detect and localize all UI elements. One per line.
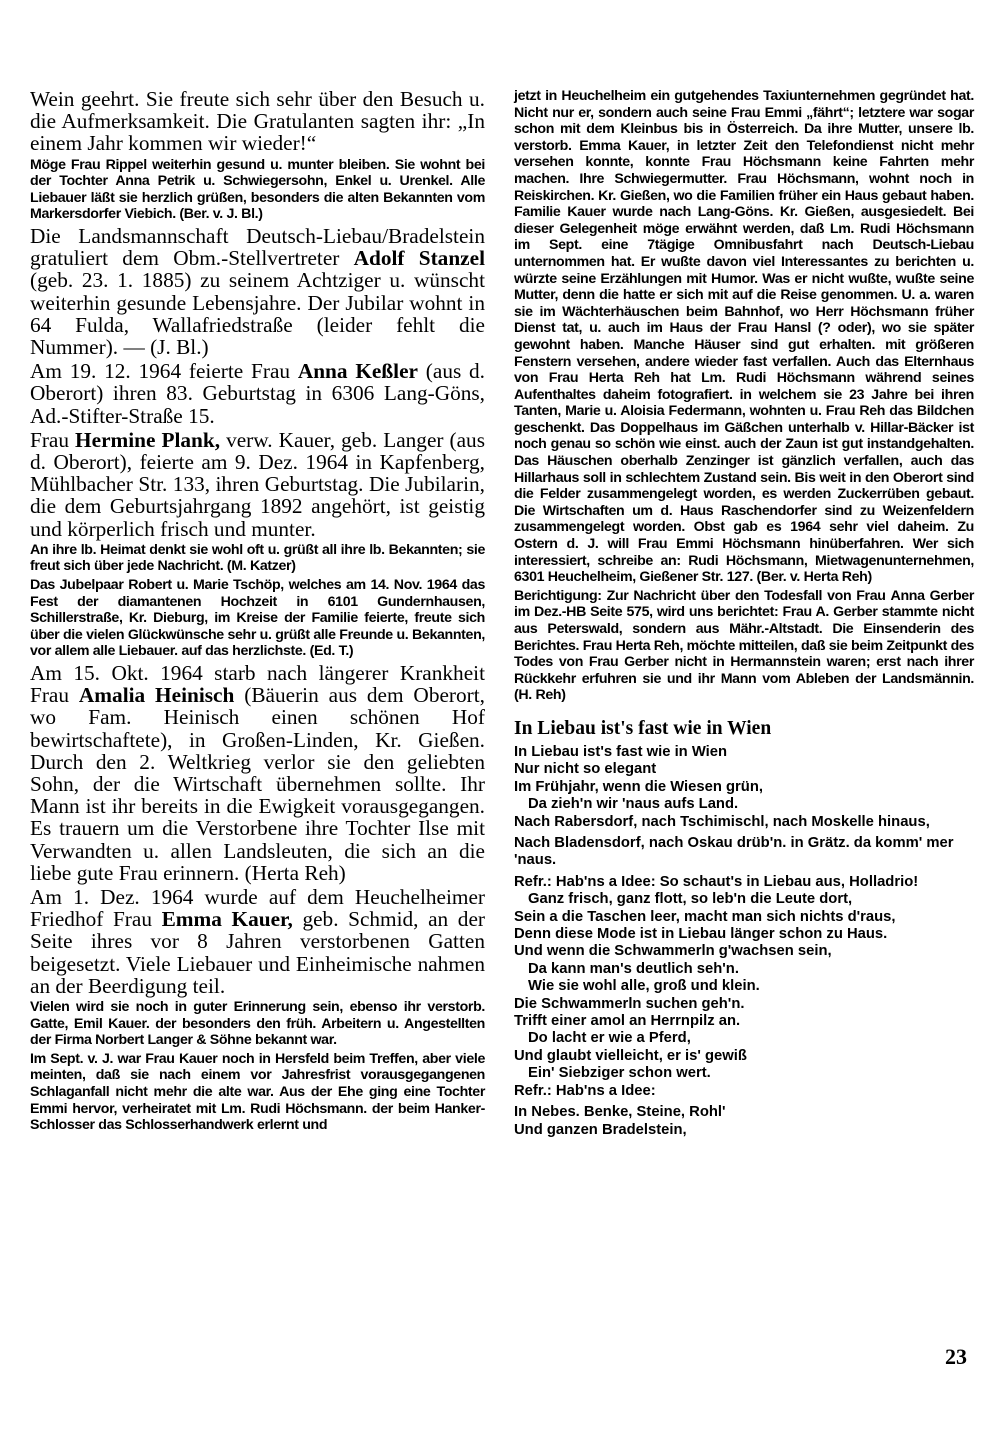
text-run: An ihre lb. Heimat denkt sie wohl oft u. grüßt all ihre lb. Bekannten; sie freut sich über jede Nachricht. (M. Katzer)	[30, 541, 485, 575]
bold-name: Adolf Stanzel	[353, 246, 485, 271]
bold-name: Anna Gerber	[890, 587, 974, 604]
poem-line: Nach Bladensdorf, nach Oskau drüb'n. in Grätz. da komm' mer 'naus.	[514, 835, 954, 869]
paragraph	[514, 588, 974, 704]
text-run: geb. Schmid, an der Seite ihres vor 8 Jahren verstorbenen Gatten beigesetzt. Viele Liebauer und Einheimische nahmen an der Beerdigung teil.	[30, 907, 485, 998]
left-column	[30, 88, 485, 1134]
poem	[514, 744, 974, 1139]
text-run: Wein geehrt. Sie freute sich sehr über den Besuch u. die Aufmerksamkeit. Die Gratulanten sagten ihr: „In einem Jahr kommen wir wieder!“	[30, 87, 485, 156]
poem-line: Do lacht er wie a Pferd,	[528, 1030, 691, 1047]
bold-name: Amalia Heinisch	[78, 683, 235, 708]
poem-line: Refr.: Hab'ns a Idee: So schaut's in Liebau aus, Holladrio!	[514, 873, 919, 890]
text-run: welches am 14. Nov. 1964 das Fest der diamantenen Hochzeit in 6101 Gundernhausen, Schillerstraße, Kr. Dieburg, im Kreise der Familie feierte, freute sich über die vielen Glückwünsche sehr u. grüßt alle Freunde u. Bekannten, vor allem alle Liebauer. auf das herzlichste. (Ed. T.)	[30, 577, 485, 660]
poem-line: In Liebau ist's fast wie in Wien	[514, 743, 728, 760]
right-column-paragraphs	[514, 88, 974, 704]
paragraph	[30, 662, 485, 884]
poem-line: Sein a die Taschen leer, macht man sich nichts d'raus,	[514, 908, 896, 925]
poem-line: Nur nicht so elegant	[514, 761, 657, 778]
text-run: Möge Frau Rippel weiterhin gesund u. munter bleiben. Sie wohnt bei der Tochter Anna Petrik u. Schwiegersohn, Enkel u. Urenkel. Alle Liebauer läßt sie herzlich grüßen, besonders die alten Bekannten vom Markersdorfer Viebich. (Ber. v. J. Bl.)	[30, 156, 485, 223]
paragraph	[30, 88, 485, 155]
poem-title: In Liebau ist's fast wie in Wien	[514, 717, 772, 739]
text-run: jetzt in Heuchelheim ein gutgehendes Taxiunternehmen gegründet hat. Nicht nur er, sondern auch seine Frau Emmi „fährt“; letztere war sogar schon mit dem Kleinbus bis in Österreich. Da ihre Mutter, unsere lb. verstorb. Emma Kauer, in letzter Zeit den Telefondienst nicht mehr versehen konnte, konnte Frau Höchsmann keine Fahrten mehr machen. Ihre Schwiegermutter. Frau Höchsmann, wohnt noch in Reiskirchen. Kr. Gießen, wo die Familien früher ein Haus gebaut haben. Familie Kauer wurde nach Lang-Göns. Kr. Gießen, ausgesiedelt. Bei dieser Gelegenheit möge erwähnt werden, daß Lm. Rudi Höchsmann im Sept. eine 7tägige Omnibusfahrt nach Deutsch-Liebau unternommen hat. Er wußte davon viel Interessantes zu berichten u. würzte seine Erzählungen mit Humor. Was er nicht wußte, wußte seine Mutter, denn die hatte er sich mit auf die Reise genommen. U. a. waren sie im Wächterhäuschen beim Bahnhof, wo Herr Höchsmann früher Dienst tat, u. auch im Haus der Frau Hansl (? oder), wo sie später gewohnt haben. Manche Häuser sind gut erhalten. mit größeren Fenstern versehen, andere wieder fast verfallen. Auch das Elternhaus von Frau Herta Reh hat Lm. Rudi Höchsmann während seines Aufenthaltes daheim fotografiert. in welchem sie 23 Jahre bei ihren Tanten, Marie u. Aloisia Federmann, wohnten u. Frau Reh das Bildchen geschenkt. Das Doppelhaus im Gäßchen unterhalb v. Hillar-Bäcker ist noch genau so schön wie einst. auch der Zaun ist gut instandgehalten. Das Häuschen oberhalb Zenzinger ist gänzlich verfallen, auch das Hillarhaus soll in schlechtem Zustand sein. Bis weit in den Oberort sind die Felder zusammengelegt worden, es werden Zuckerrüben gebaut. Die Wirtschaften um d. Haus Raschendorfer sind zu Weizenfeldern zusammengelegt worden. Obst gab es 1964 sehr viel daheim. Zu Ostern d. J. will Frau Emmi Höchsmann hinüberfahren. Wer sich interessiert, schreibe an: Rudi Höchsmann, Mietwagenunternehmen, 6301 Heuchelheim, Gießener Str. 127. (Ber. v. Herta Reh)	[514, 88, 974, 586]
poem-line: Nach Rabersdorf, nach Tschimischl, nach Moskelle hinaus,	[514, 813, 930, 830]
text-run: Vielen wird sie noch in guter Erinnerung sein, ebenso ihr verstorb. Gatte, Emil Kauer. der besonders den früh. Arbeitern u. Angestellten der Firma Norbert Langer & Söhne bekannt war.	[30, 999, 485, 1049]
paragraph	[30, 1051, 485, 1134]
bold-name: Berichtigung:	[514, 587, 602, 604]
text-run: Das Jubelpaar	[30, 577, 129, 594]
text-run: verw. Kauer, geb. Langer (aus d. Oberort), feierte am 9. Dez. 1964 in Kapfenberg, Mühlbacher Str. 133, ihren Geburtstag. Die Jubilarin, die dem Geburtsjahrgang 1892 angehört, ist geistig und körperlich frisch und munter.	[30, 427, 485, 541]
paragraph	[514, 88, 974, 586]
paragraph	[30, 429, 485, 540]
poem-line: Und wenn die Schwammerln g'wachsen sein,	[514, 943, 832, 960]
text-run: Zur Nachricht über den Todesfall von Frau	[601, 587, 891, 604]
text-run: (Bäuerin aus dem Oberort, wo Fam. Heinisch einen schönen Hof bewirtschaftete), in Großen-Linden, Kr. Gießen. Durch den 2. Weltkrieg verlor sie den geliebten Sohn, der die Wirtschaft übernehmen sollte. Ihr Mann ist ihr bereits in die Ewigkeit vorausgegangen. Es trauern um die Verstorbene ihre Tochter Ilse mit Verwandten u. allen Landsleuten, die sich an die liebe gute Frau erinnern. (Herta Reh)	[30, 683, 485, 885]
text-run: Im Sept. v. J. war Frau Kauer noch in Hersfeld beim Treffen, aber viele meinten, daß sie nach einem vor Jahresfrist vorausgegangenen Schlaganfall nicht mehr die alte war. Aus der Ehe ging eine Tochter Emmi hervor, verheiratet mit Lm. Rudi Höchsmann. der beim Hanker-Schlosser das Schlosserhandwerk erlernt und	[30, 1050, 485, 1134]
text-run: Frau	[30, 427, 76, 452]
text-run: im Dez.-HB Seite 575, wird uns berichtet: Frau A. Gerber stammte nicht aus Peterswald, sondern aus Mähr.-Altstadt. Die Einsenderin des Berichtes. Frau Herta Reh, möchte mitteilen, daß sie beim Zeitpunkt des Todes von Frau Gerber nicht in Hermannstein waren; erst nach ihrer Rückkehr erfuhren sie und ihr Mann vom Ableben der Landsmännin. (H. Reh)	[514, 604, 975, 704]
poem-line: Und ganzen Bradelstein,	[514, 1121, 687, 1138]
poem-line: Trifft einer amol an Herrnpilz an.	[514, 1013, 741, 1030]
poem-line: Und glaubt vielleicht, er is' gewiß	[514, 1047, 747, 1064]
text-run: Am 1. Dez. 1964 wurde auf dem Heuchelheimer Friedhof Frau	[30, 885, 485, 932]
poem-line: Wie sie wohl alle, groß und klein.	[528, 978, 760, 995]
text-run: (aus d. Oberort) ihren 83. Geburtstag in 6306 Lang-Göns, Ad.-Stifter-Straße 15.	[30, 359, 485, 428]
poem-line: Refr.: Hab'ns a Idee:	[514, 1082, 656, 1099]
poem-line: Ganz frisch, ganz flott, so leb'n die Leute dort,	[528, 891, 853, 908]
paragraph	[30, 577, 485, 660]
text-run: (geb. 23. 1. 1885) zu seinem Achtziger u. wünscht weiterhin gesunde Lebensjahre. Der Jubilar wohnt in 64 Fulda, Wallafriedstraße (leider fehlt die Nummer). — (J. Bl.)	[30, 268, 485, 359]
poem-line: Da zieh'n wir 'naus aufs Land.	[528, 796, 739, 813]
bold-name: Anna Keßler	[297, 359, 418, 384]
text-run: Am 15. Okt. 1964 starb nach längerer Krankheit Frau	[30, 660, 485, 708]
poem-line: Denn diese Mode ist in Liebau länger schon zu Haus.	[514, 926, 888, 943]
bold-name: Robert u. Marie Tschöp,	[128, 577, 284, 594]
paragraph	[30, 157, 485, 223]
right-column	[514, 88, 974, 1139]
bold-name: Emma Kauer,	[161, 907, 293, 932]
poem-line: Im Frühjahr, wenn die Wiesen grün,	[514, 778, 763, 795]
poem-line: Die Schwammerln suchen geh'n.	[514, 995, 745, 1012]
paragraph	[30, 999, 485, 1049]
text-run: Die Landsmannschaft Deutsch-Liebau/Bradelstein gratuliert dem Obm.-Stellvertreter	[30, 223, 485, 271]
poem-line: Ein' Siebziger schon wert.	[528, 1065, 711, 1082]
paragraph	[30, 225, 485, 358]
poem-line: In Nebes. Benke, Steine, Rohl'	[514, 1104, 726, 1121]
page-number: 23	[945, 1344, 967, 1369]
bold-name: Hermine Plank,	[75, 427, 221, 452]
poem-line: Da kann man's deutlich seh'n.	[528, 960, 739, 977]
paragraph	[30, 542, 485, 575]
paragraph	[30, 886, 485, 997]
text-run: Am 19. 12. 1964 feierte Frau	[30, 359, 298, 384]
paragraph	[30, 360, 485, 427]
